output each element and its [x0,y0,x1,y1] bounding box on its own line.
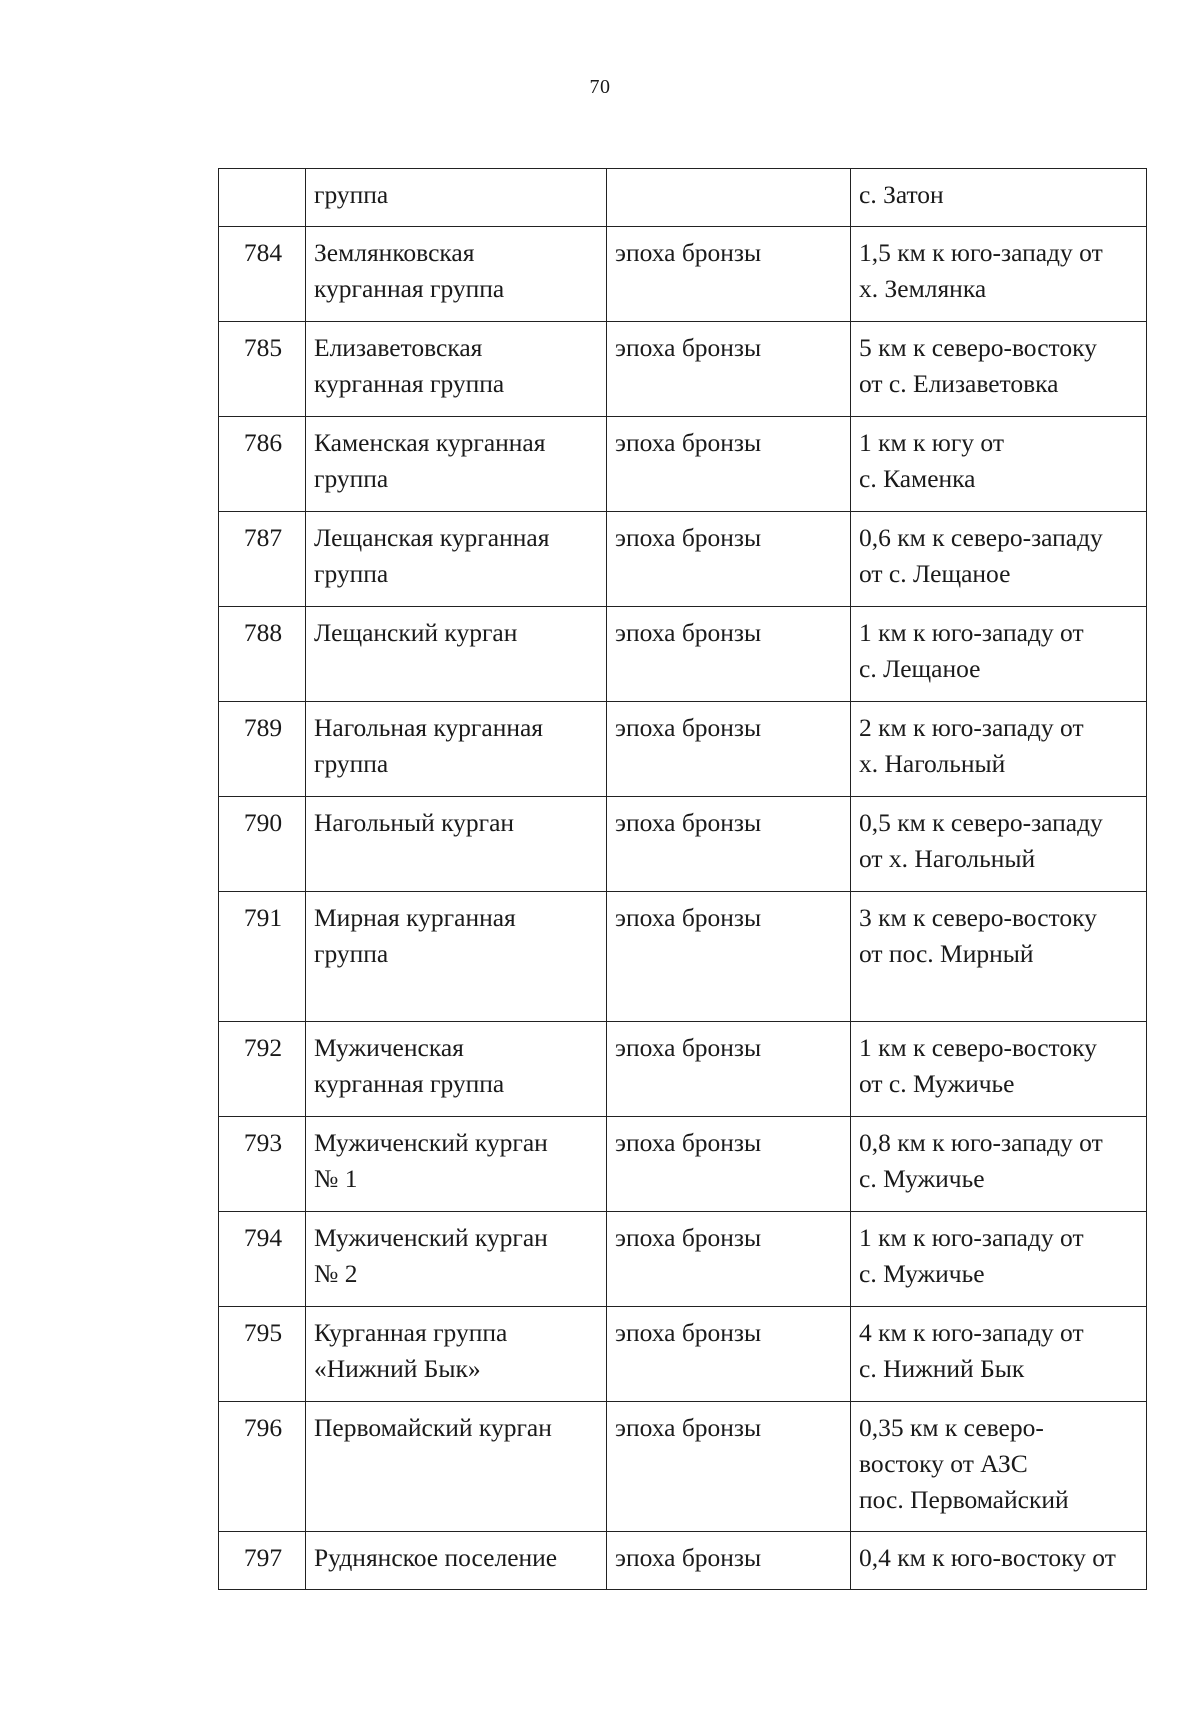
site-period: эпоха бронзы [607,1212,851,1307]
site-name: Мужиченский курган № 1 [306,1117,607,1212]
table-row [219,892,1147,1022]
site-location: 1 км к северо-востоку от с. Мужичье [851,1022,1147,1117]
table-row [219,797,1147,892]
site-name: Нагольная курганная группа [306,702,607,797]
row-number: 786 [219,417,306,512]
site-location: 0,8 км к юго-западу от с. Мужичье [851,1117,1147,1212]
row-number: 796 [219,1402,306,1532]
site-location: 1,5 км к юго-западу от х. Землянка [851,227,1147,322]
site-location: 0,5 км к северо-западу от х. Нагольный [851,797,1147,892]
site-location: 1 км к юго-западу от с. Мужичье [851,1212,1147,1307]
row-number: 784 [219,227,306,322]
table-row [219,607,1147,702]
table-row [219,227,1147,322]
page-number: 70 [589,76,611,98]
site-location: 0,4 км к юго-востоку от [851,1532,1147,1590]
row-number: 789 [219,702,306,797]
site-name: Лещанская курганная группа [306,512,607,607]
site-period: эпоха бронзы [607,1532,851,1590]
table-row [219,1532,1147,1590]
site-period: эпоха бронзы [607,1307,851,1402]
row-number: 792 [219,1022,306,1117]
site-period: эпоха бронзы [607,797,851,892]
site-period: эпоха бронзы [607,1117,851,1212]
site-period: эпоха бронзы [607,1022,851,1117]
site-period: эпоха бронзы [607,892,851,1022]
site-location: 3 км к северо-востоку от пос. Мирный [851,892,1147,1022]
site-period: эпоха бронзы [607,1402,851,1532]
site-name: Нагольный курган [306,797,607,892]
row-number [219,169,306,227]
row-number: 794 [219,1212,306,1307]
table-row [219,1402,1147,1532]
table-row [219,417,1147,512]
site-location: 2 км к юго-западу от х. Нагольный [851,702,1147,797]
site-name: Первомайский курган [306,1402,607,1532]
site-period: эпоха бронзы [607,417,851,512]
site-location: 0,6 км к северо-западу от с. Лещаное [851,512,1147,607]
site-period: эпоха бронзы [607,607,851,702]
site-name: Мирная курганная группа [306,892,607,1022]
table-row [219,512,1147,607]
site-location: 0,35 км к северо- востоку от АЗС пос. Первомайский [851,1402,1147,1532]
site-period: эпоха бронзы [607,512,851,607]
table-row [219,1117,1147,1212]
site-location: 1 км к югу от с. Каменка [851,417,1147,512]
site-location: 4 км к юго-западу от с. Нижний Бык [851,1307,1147,1402]
table-row [219,1307,1147,1402]
row-number: 785 [219,322,306,417]
table-row [219,322,1147,417]
site-location: с. Затон [851,169,1147,227]
site-period: эпоха бронзы [607,322,851,417]
site-period: эпоха бронзы [607,227,851,322]
row-number: 787 [219,512,306,607]
table-row [219,169,1147,227]
site-name: Мужиченский курган № 2 [306,1212,607,1307]
site-location: 1 км к юго-западу от с. Лещаное [851,607,1147,702]
site-period: эпоха бронзы [607,702,851,797]
site-name: Мужиченская курганная группа [306,1022,607,1117]
site-name: Землянковская курганная группа [306,227,607,322]
site-name: Лещанский курган [306,607,607,702]
row-number: 797 [219,1532,306,1590]
site-name: группа [306,169,607,227]
site-period [607,169,851,227]
heritage-registry-table [218,168,1147,1590]
table-row [219,1022,1147,1117]
row-number: 791 [219,892,306,1022]
table-row [219,1212,1147,1307]
row-number: 795 [219,1307,306,1402]
row-number: 793 [219,1117,306,1212]
site-name: Каменская курганная группа [306,417,607,512]
site-name: Руднянское поселение [306,1532,607,1590]
site-name: Курганная группа «Нижний Бык» [306,1307,607,1402]
row-number: 788 [219,607,306,702]
site-location: 5 км к северо-востоку от с. Елизаветовка [851,322,1147,417]
site-name: Елизаветовская курганная группа [306,322,607,417]
row-number: 790 [219,797,306,892]
table-row [219,702,1147,797]
